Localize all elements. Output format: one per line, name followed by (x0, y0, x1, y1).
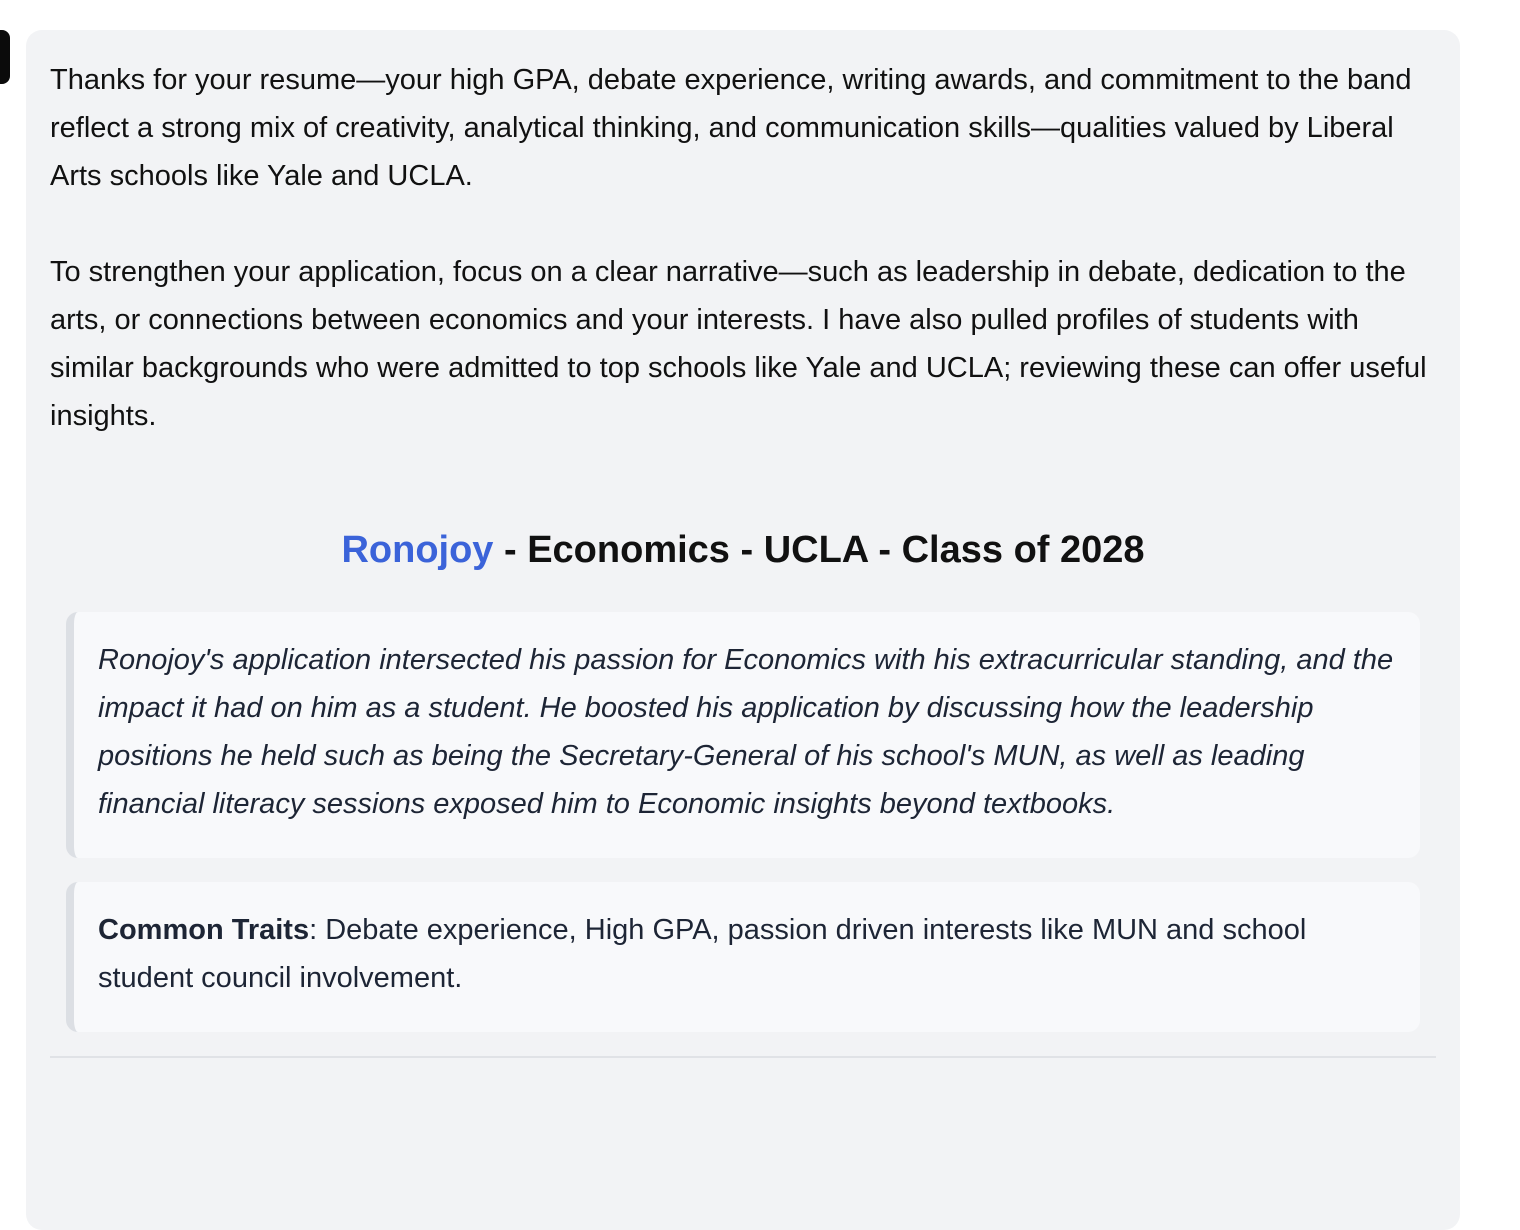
message-paragraph: To strengthen your application, focus on a clear narrative—such as leadership in debate, dedication to the arts, or connections between economics and your interests. I have also pulled profiles of students with similar backgrounds who were admitted to top schools like Yale and UCLA; reviewing these can offer useful insights. (50, 256, 1427, 432)
sidebar-edge-tab (0, 30, 10, 84)
profile-name-link[interactable]: Ronojoy (341, 529, 494, 571)
common-traits-box (66, 882, 1420, 1032)
common-traits-value: : Debate experience, High GPA, passion driven interests like MUN and school student council involvement. (98, 914, 1307, 994)
profile-title (50, 520, 1436, 580)
divider (50, 1056, 1436, 1058)
profile-title-details: - Economics - UCLA - Class of 2028 (493, 529, 1145, 571)
common-traits-label: Common Traits (98, 914, 310, 946)
profile-summary-text: Ronojoy's application intersected his passion for Economics with his extracurricular standing, and the impact it had on him as a student. He boosted his application by discussing how the leadership positions he held such as being the Secretary-General of his school's MUN, as well as leading financial literacy sessions exposed him to Economic insights beyond textbooks. (98, 644, 1394, 820)
assistant-message (26, 30, 1460, 1230)
common-traits-text (98, 906, 1396, 1002)
profile-summary-quote (66, 612, 1420, 858)
message-paragraph: Thanks for your resume—your high GPA, debate experience, writing awards, and commitment to the band reflect a strong mix of creativity, analytical thinking, and communication skills—qualities valued by Liberal Arts schools like Yale and UCLA. (50, 64, 1412, 192)
